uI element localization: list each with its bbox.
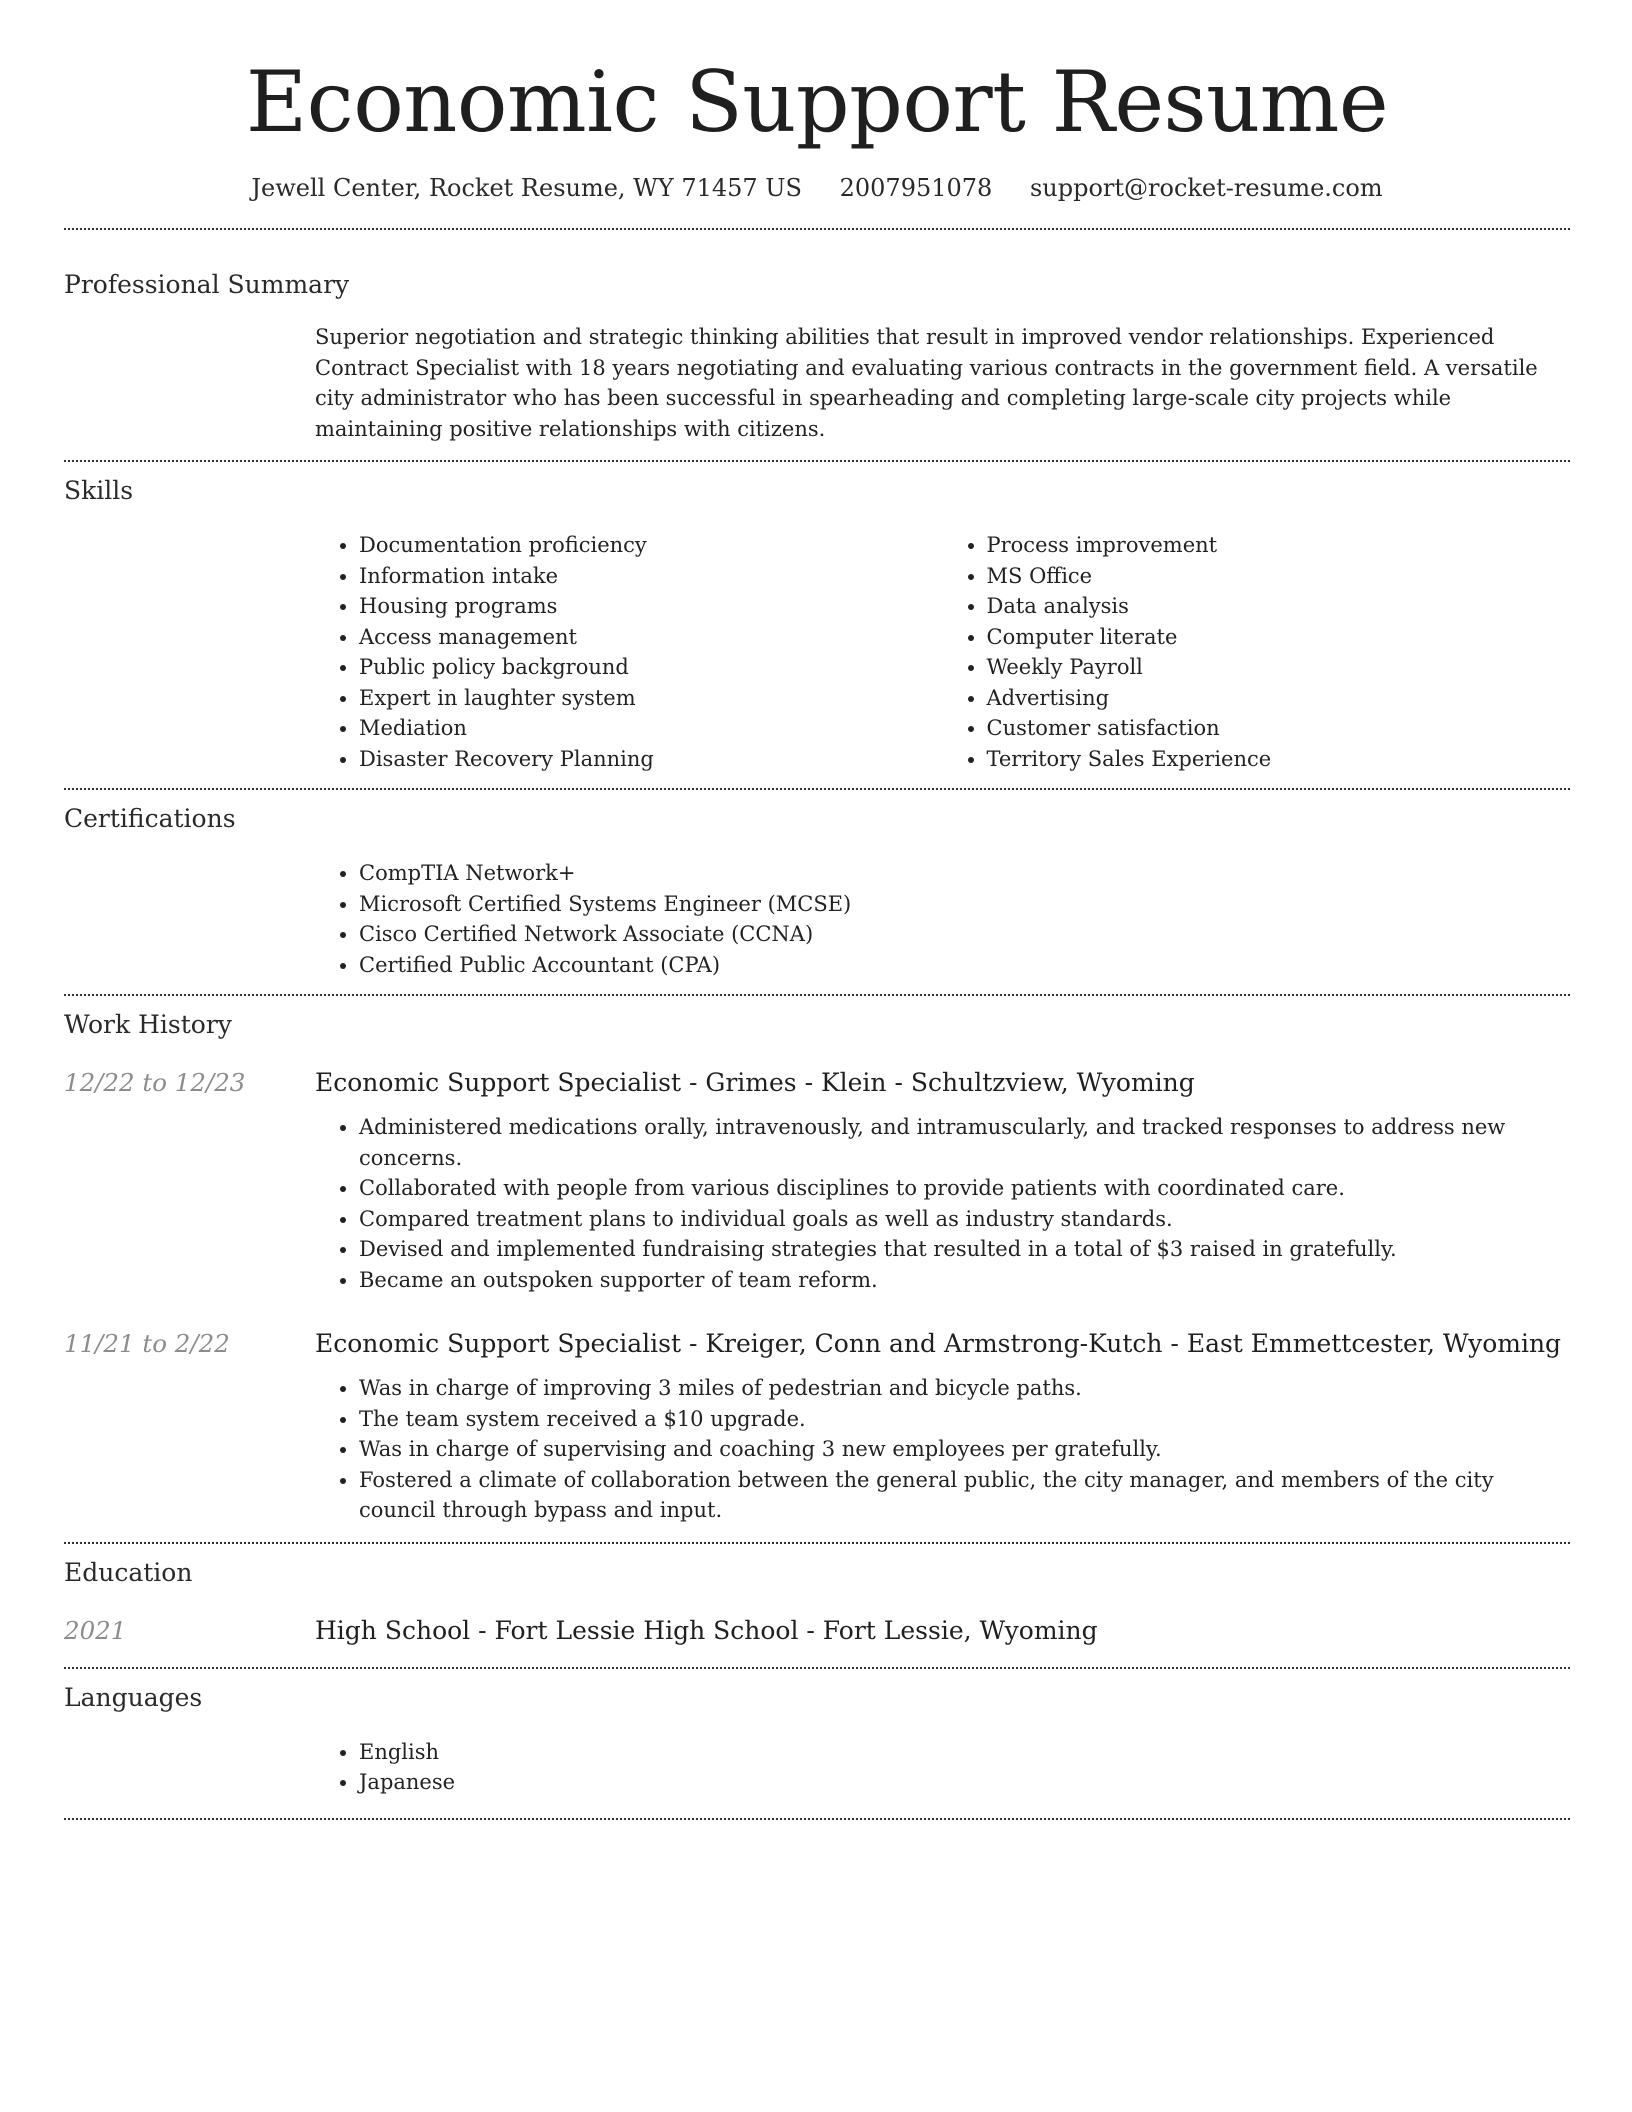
resume-page	[64, 0, 1570, 1820]
skills-section	[64, 462, 1570, 774]
list-item: • Cisco Certified Network Associate (CCNA)	[359, 919, 1570, 950]
work-history-heading: Work History	[64, 1010, 232, 1039]
resume-title: Economic Support Resume	[245, 53, 1389, 151]
list-item: • Mediation	[359, 713, 943, 744]
languages-list	[315, 1737, 1570, 1798]
summary-heading: Professional Summary	[64, 270, 350, 299]
list-item: • Japanese	[359, 1767, 1570, 1798]
list-item: • English	[359, 1737, 1570, 1768]
work-history-section	[64, 996, 1570, 1526]
list-item: • Collaborated with people from various disciplines to provide patients with coordinated care.	[359, 1173, 1570, 1204]
list-item: • MS Office	[987, 561, 1571, 592]
certifications-heading: Certifications	[64, 804, 236, 833]
list-item: • Expert in laughter system	[359, 683, 943, 714]
education-section	[64, 1544, 1570, 1647]
list-item: • Fostered a climate of collaboration between the general public, the city manager, and members of the city council through bypass and input.	[359, 1465, 1570, 1526]
job-entry	[64, 1328, 1570, 1526]
list-item: • Weekly Payroll	[987, 652, 1571, 683]
list-item: • Information intake	[359, 561, 943, 592]
list-item: • Certified Public Accountant (CPA)	[359, 950, 1570, 981]
contact-email: support@rocket-resume.com	[1029, 174, 1383, 202]
skills-list-right	[943, 530, 1571, 774]
contact-address: Jewell Center, Rocket Resume, WY 71457 US	[251, 174, 802, 202]
languages-heading: Languages	[64, 1682, 203, 1712]
list-item: • Access management	[359, 622, 943, 653]
education-heading: Education	[64, 1557, 193, 1587]
contact-phone: 2007951078	[839, 174, 993, 202]
list-item: • Data analysis	[987, 591, 1571, 622]
list-item: • Administered medications orally, intravenously, and intramuscularly, and tracked responses to address new concerns.	[359, 1112, 1570, 1173]
list-item: • Computer literate	[987, 622, 1571, 653]
list-item: • Territory Sales Experience	[987, 744, 1571, 775]
education-date: 2021	[64, 1615, 127, 1645]
job-title: Economic Support Specialist - Grimes - Klein - Schultzview, Wyoming	[315, 1068, 1195, 1097]
summary-body	[315, 322, 1570, 444]
certifications-section	[64, 790, 1570, 980]
list-item: • Customer satisfaction	[987, 713, 1571, 744]
languages-section	[64, 1669, 1570, 1798]
job-bullets	[315, 1373, 1570, 1526]
list-item: • Process improvement	[987, 530, 1571, 561]
education-entry	[64, 1615, 1570, 1647]
education-title: High School - Fort Lessie High School - Fort Lessie, Wyoming	[315, 1615, 1098, 1645]
skills-heading: Skills	[64, 476, 134, 505]
languages-body	[315, 1737, 1570, 1798]
contact-line	[64, 172, 1570, 204]
list-item: • Housing programs	[359, 591, 943, 622]
certifications-body	[315, 858, 1570, 980]
summary-section	[64, 230, 1570, 444]
list-item: • Compared treatment plans to individual goals as well as industry standards.	[359, 1204, 1570, 1235]
list-item: • Became an outspoken supporter of team reform.	[359, 1265, 1570, 1296]
list-item: • Devised and implemented fundraising strategies that resulted in a total of $3 raised in gratefully.	[359, 1234, 1570, 1265]
list-item: • Disaster Recovery Planning	[359, 744, 943, 775]
list-item: • Public policy background	[359, 652, 943, 683]
summary-text: Superior negotiation and strategic thinking abilities that result in improved vendor relationships. Experienced Contract Specialist with 18 years negotiating and evaluating various contracts in the government field. A versatile city administrator who has been successful in spearheading and completing large-scale city projects while maintaining positive relationships with citizens.	[315, 325, 1538, 441]
list-item: • Advertising	[987, 683, 1571, 714]
skills-list-left	[315, 530, 943, 774]
job-date: 11/21 to 2/22	[64, 1329, 230, 1358]
list-item: • The team system received a $10 upgrade.	[359, 1404, 1570, 1435]
certifications-list	[315, 858, 1570, 980]
list-item: • Was in charge of supervising and coaching 3 new employees per gratefully.	[359, 1434, 1570, 1465]
skills-grid	[315, 530, 1570, 774]
list-item: • CompTIA Network+	[359, 858, 1570, 889]
job-title: Economic Support Specialist - Kreiger, Conn and Armstrong-Kutch - East Emmettcester, Wyoming	[315, 1329, 1562, 1358]
job-date: 12/22 to 12/23	[64, 1068, 246, 1097]
divider	[64, 1818, 1570, 1820]
job-bullets	[315, 1112, 1570, 1295]
job-entry	[64, 1067, 1570, 1295]
list-item: • Was in charge of improving 3 miles of pedestrian and bicycle paths.	[359, 1373, 1570, 1404]
list-item: • Microsoft Certified Systems Engineer (MCSE)	[359, 889, 1570, 920]
list-item: • Documentation proficiency	[359, 530, 943, 561]
